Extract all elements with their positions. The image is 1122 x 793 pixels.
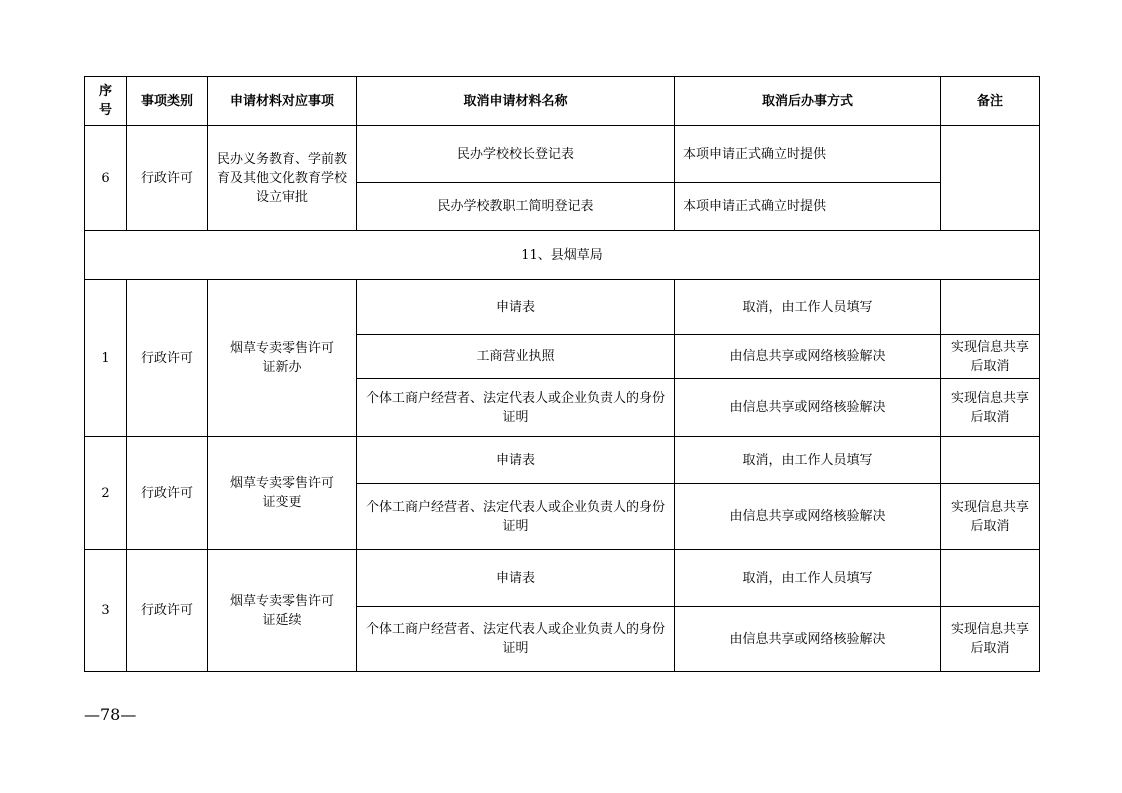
header-matter: 申请材料对应事项 xyxy=(208,77,357,126)
method-cell: 由信息共享或网络核验解决 xyxy=(675,379,941,437)
method-cell: 由信息共享或网络核验解决 xyxy=(675,335,941,379)
remark-cell: 实现信息共享后取消 xyxy=(941,335,1040,379)
table-row xyxy=(85,437,1040,484)
method-cell: 本项申请正式确立时提供 xyxy=(675,126,941,183)
remark-cell: 实现信息共享后取消 xyxy=(941,607,1040,672)
material-cell: 申请表 xyxy=(357,437,675,484)
method-cell: 由信息共享或网络核验解决 xyxy=(675,607,941,672)
seq-cell: 6 xyxy=(85,126,127,231)
category-cell: 行政许可 xyxy=(127,437,208,550)
seq-cell: 2 xyxy=(85,437,127,550)
remark-cell: 实现信息共享后取消 xyxy=(941,379,1040,437)
method-cell: 取消，由工作人员填写 xyxy=(675,550,941,607)
remark-cell xyxy=(941,437,1040,484)
section-row xyxy=(85,231,1040,280)
matter-cell: 烟草专卖零售许可证延续 xyxy=(208,550,357,672)
category-cell: 行政许可 xyxy=(127,280,208,437)
method-cell: 本项申请正式确立时提供 xyxy=(675,183,941,231)
seq-cell: 1 xyxy=(85,280,127,437)
header-category: 事项类别 xyxy=(127,77,208,126)
table-header-row xyxy=(85,77,1040,126)
material-cell: 个体工商户经营者、法定代表人或企业负责人的身份证明 xyxy=(357,607,675,672)
remark-cell xyxy=(941,126,1040,231)
header-method: 取消后办事方式 xyxy=(675,77,941,126)
table-row xyxy=(85,126,1040,183)
material-cell: 个体工商户经营者、法定代表人或企业负责人的身份证明 xyxy=(357,484,675,550)
material-cell: 个体工商户经营者、法定代表人或企业负责人的身份证明 xyxy=(357,379,675,437)
header-seq: 序号 xyxy=(85,77,127,126)
category-cell: 行政许可 xyxy=(127,126,208,231)
remark-cell xyxy=(941,280,1040,335)
category-cell: 行政许可 xyxy=(127,550,208,672)
method-cell: 取消，由工作人员填写 xyxy=(675,280,941,335)
matter-cell: 民办义务教育、学前教育及其他文化教育学校设立审批 xyxy=(208,126,357,231)
material-cell: 民办学校教职工简明登记表 xyxy=(357,183,675,231)
seq-cell: 3 xyxy=(85,550,127,672)
table-row xyxy=(85,550,1040,607)
material-cell: 民办学校校长登记表 xyxy=(357,126,675,183)
section-title: 11、县烟草局 xyxy=(85,231,1040,280)
material-cell: 申请表 xyxy=(357,550,675,607)
table-row xyxy=(85,280,1040,335)
remark-cell: 实现信息共享后取消 xyxy=(941,484,1040,550)
remark-cell xyxy=(941,550,1040,607)
method-cell: 由信息共享或网络核验解决 xyxy=(675,484,941,550)
materials-table xyxy=(84,76,1040,672)
matter-cell: 烟草专卖零售许可证变更 xyxy=(208,437,357,550)
header-material: 取消申请材料名称 xyxy=(357,77,675,126)
matter-cell: 烟草专卖零售许可证新办 xyxy=(208,280,357,437)
material-cell: 申请表 xyxy=(357,280,675,335)
method-cell: 取消，由工作人员填写 xyxy=(675,437,941,484)
material-cell: 工商营业执照 xyxy=(357,335,675,379)
page-number: —78— xyxy=(84,705,137,724)
header-remark: 备注 xyxy=(941,77,1040,126)
